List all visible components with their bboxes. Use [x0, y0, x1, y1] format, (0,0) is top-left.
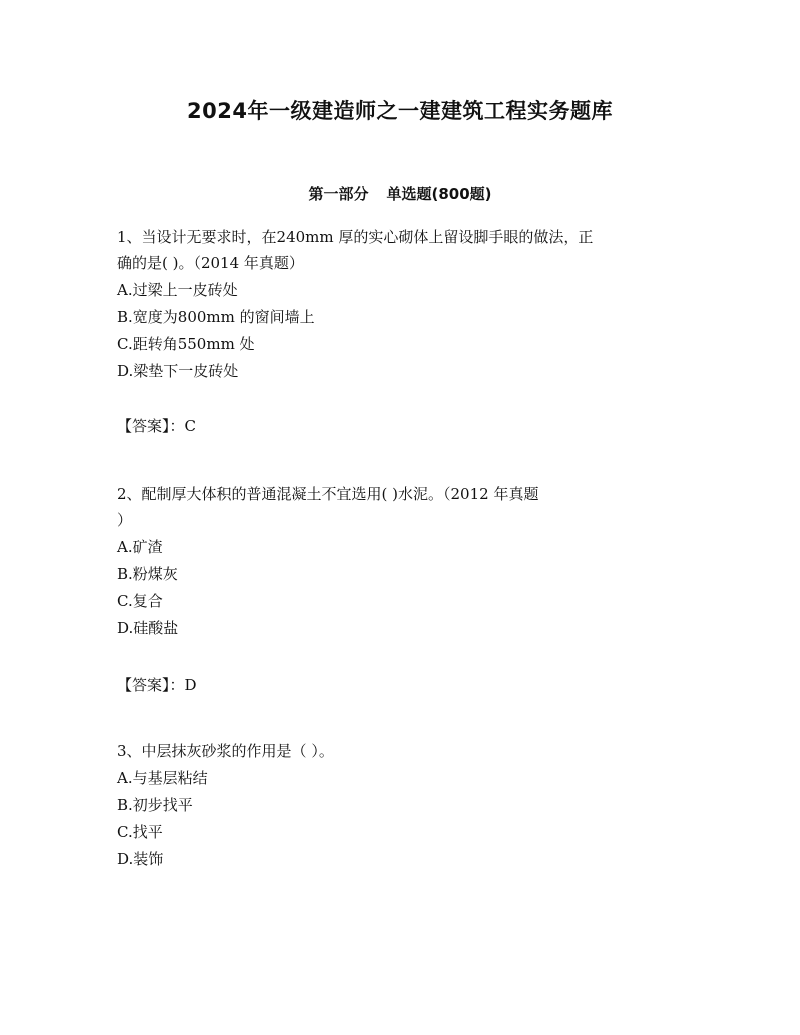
question-3-option-d: D.装饰 — [117, 850, 164, 868]
question-1-answer — [117, 416, 687, 436]
question-1-option-a: A.过梁上一皮砖处 — [117, 281, 238, 299]
question-1-stem-line-2: 确的是( )。（2014 年真题） — [117, 254, 304, 272]
section-name: 单选题(800题) — [386, 185, 492, 203]
section-heading — [0, 183, 800, 204]
question-1-stem-line-1: 1、当设计无要求时，在240mm 厚的实心砌体上留设脚手眼的做法，正 — [117, 228, 594, 246]
question-1-option-c: C.距转角550mm 处 — [117, 335, 255, 353]
question-3-stem-line-1: 3、中层抹灰砂浆的作用是（ ）。 — [117, 742, 334, 760]
question-2-option-a: A.矿渣 — [117, 538, 163, 556]
question-1-option-b: B.宽度为800mm 的窗间墙上 — [117, 308, 315, 326]
question-2-option-c: C.复合 — [117, 592, 163, 610]
question-2-option-d: D.硅酸盐 — [117, 619, 179, 637]
answer-label: 【答案】： — [117, 417, 185, 435]
question-2-option-b: B.粉煤灰 — [117, 565, 178, 583]
question-3-option-c: C.找平 — [117, 823, 163, 841]
answer-label: 【答案】： — [117, 676, 185, 694]
document-title: 2024年一级建造师之一建建筑工程实务题库 — [187, 99, 613, 123]
question-3-option-a: A.与基层粘结 — [117, 769, 208, 787]
question-1-option-d: D.梁垫下一皮砖处 — [117, 362, 239, 380]
answer-value: C — [184, 417, 196, 435]
answer-value: D — [184, 676, 197, 694]
question-2-stem-line-1: 2、配制厚大体积的普通混凝土不宜选用( )水泥。（2012 年真题 — [117, 485, 539, 503]
section-part: 第一部分 — [308, 185, 369, 203]
question-3-option-b: B.初步找平 — [117, 796, 193, 814]
question-2-answer — [117, 675, 687, 695]
question-2-stem-line-2: ） — [117, 511, 133, 529]
